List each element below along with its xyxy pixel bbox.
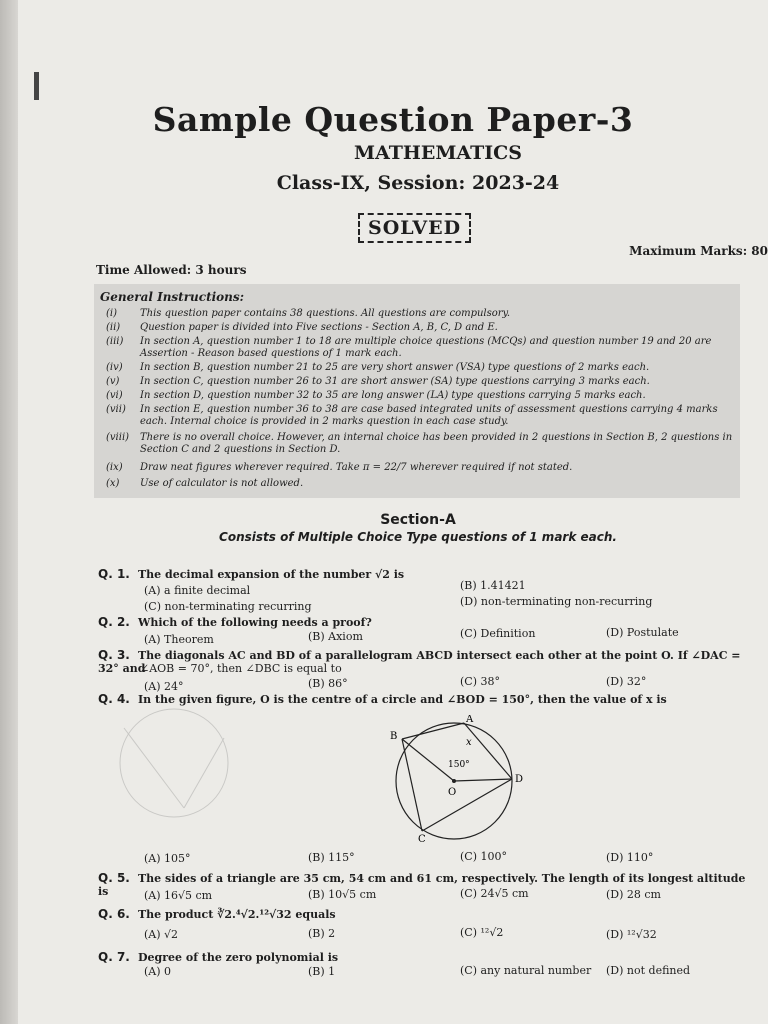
label-a: A [466,715,474,725]
option-b: (B) Axiom [308,630,363,643]
option-b: (B) 2 [308,927,336,940]
instruction-text: Use of calculator is not allowed. [140,478,304,489]
instruction-text: In section E, question number 36 to 38 are case based integrated units of assessment questions carrying 4 marks each. Internal choice is provided in 2 marks question in each case study. [140,404,718,427]
time-allowed: Time Allowed: 3 hours [96,263,247,277]
question-text-cont: ∠AOB = 70°, then ∠DBC is equal to [140,662,342,675]
question-text: The sides of a triangle are 35 cm, 54 cm and 61 cm, respectively. The length of its longest altitude is [98,872,746,898]
option-b: (B) 86° [308,677,348,690]
radius-od [454,779,512,781]
instruction-text: There is no overall choice. However, an internal choice has been provided in 2 questions in Section B, 2 questions in Section C and 2 questions in Section D. [140,432,733,455]
binding-mark [34,72,39,100]
question-text: The decimal expansion of the number √2 is [138,568,405,581]
question-2 [98,615,372,629]
instruction-text: Question paper is divided into Five sections - Section A, B, C, D and E. [140,322,498,333]
instructions-title: General Instructions: [100,290,245,304]
question-1 [98,567,404,581]
question-number: Q. 5. [98,871,130,885]
option-d: (D) Postulate [606,626,679,639]
chord-ad [464,723,512,779]
circle-figure [378,715,528,843]
instruction-text: Draw neat figures wherever required. Take π = 22/7 wherever required if not stated. [140,462,573,473]
question-text: Which of the following needs a proof? [138,616,372,629]
bleed-through-figure [94,708,254,818]
question-number: Q. 3. [98,648,130,662]
instruction-number: (i) [106,308,118,319]
option-d: (D) 32° [606,675,647,688]
question-text: The product ∛2.⁴√2.¹²√32 equals [138,908,336,921]
question-text: Degree of the zero polynomial is [138,951,339,964]
question-6 [98,907,336,921]
option-c: (C) 38° [460,675,500,688]
option-c: (C) any natural number [460,964,592,977]
instruction-text: This question paper contains 38 questions. All questions are compulsory. [140,308,511,319]
option-c: (C) non-terminating recurring [144,600,312,613]
instruction-text: In section A, question number 1 to 18 are multiple choice questions (MCQs) and question number 19 and 20 are Assertion - Reason based questions of 1 mark each. [140,336,712,359]
label-b: B [390,731,398,742]
option-c: (C) Definition [460,627,536,640]
question-4 [98,692,667,706]
option-d: (D) 28 cm [606,888,661,901]
section-subtitle: Consists of Multiple Choice Type questions of 1 mark each. [219,530,617,544]
option-d: (D) non-terminating non-recurring [460,595,653,608]
instruction-number: (ix) [106,462,123,473]
centre-point [452,779,456,783]
option-b: (B) 1.41421 [460,579,526,592]
question-number: Q. 6. [98,907,130,921]
option-d: (D) ¹²√32 [606,928,657,941]
instruction-number: (iii) [106,336,124,347]
question-number: Q. 7. [98,950,130,964]
instruction-number: (x) [106,478,120,489]
option-a: (A) 16√5 cm [144,889,213,902]
question-text: In the given figure, O is the centre of a circle and ∠BOD = 150°, then the value of x is [138,693,667,706]
page-gutter [0,0,18,1024]
paper-title: Sample Question Paper-3 [152,100,634,139]
label-d: D [515,774,524,785]
option-a: (A) 0 [144,965,172,978]
chord-cd [422,779,512,831]
instruction-number: (vii) [106,404,126,415]
solved-label: SOLVED [358,213,471,243]
option-a: (A) 24° [144,680,184,693]
option-a: (A) Theorem [144,633,214,646]
class-session: Class-IX, Session: 2023-24 [276,172,560,194]
label-c: C [418,834,426,843]
instruction-text: In section D, question number 32 to 35 are long answer (LA) type questions carrying 5 marks each. [140,390,646,401]
instruction-text: In section C, question number 26 to 31 are short answer (SA) type questions carrying 3 marks each. [140,376,650,387]
option-c: (C) ¹²√2 [460,926,504,939]
option-b: (B) 115° [308,851,355,864]
question-paper-page [18,0,768,1024]
option-a: (A) 105° [144,852,191,865]
question-text: The diagonals AC and BD of a parallelogram ABCD intersect each other at the point O. If ∠DAC = 32° and [98,649,741,675]
instruction-number: (vi) [106,390,123,401]
option-c: (C) 100° [460,850,507,863]
question-7 [98,950,338,964]
instruction-number: (v) [106,376,120,387]
question-number: Q. 4. [98,692,130,706]
instruction-number: (ii) [106,322,121,333]
label-angle: 150° [448,760,470,770]
option-a: (A) a finite decimal [144,584,251,597]
option-c: (C) 24√5 cm [460,887,529,900]
maximum-marks: Maximum Marks: 80 [629,244,768,258]
solved-box [358,213,478,249]
question-number: Q. 2. [98,615,130,629]
chord-ab [402,723,464,739]
label-o: O [448,787,457,798]
instruction-number: (iv) [106,362,123,373]
option-a: (A) √2 [144,928,179,941]
option-d: (D) 110° [606,851,654,864]
instruction-text: In section B, question number 21 to 25 are very short answer (VSA) type questions of 2 marks each. [140,362,650,373]
option-b: (B) 10√5 cm [308,888,377,901]
option-b: (B) 1 [308,965,336,978]
general-instructions [94,284,740,498]
instruction-number: (viii) [106,432,130,443]
subject-heading: MATHEMATICS [354,142,522,164]
label-x: x [466,737,472,748]
question-number: Q. 1. [98,567,130,581]
section-title: Section-A [380,512,456,528]
option-d: (D) not defined [606,964,691,977]
